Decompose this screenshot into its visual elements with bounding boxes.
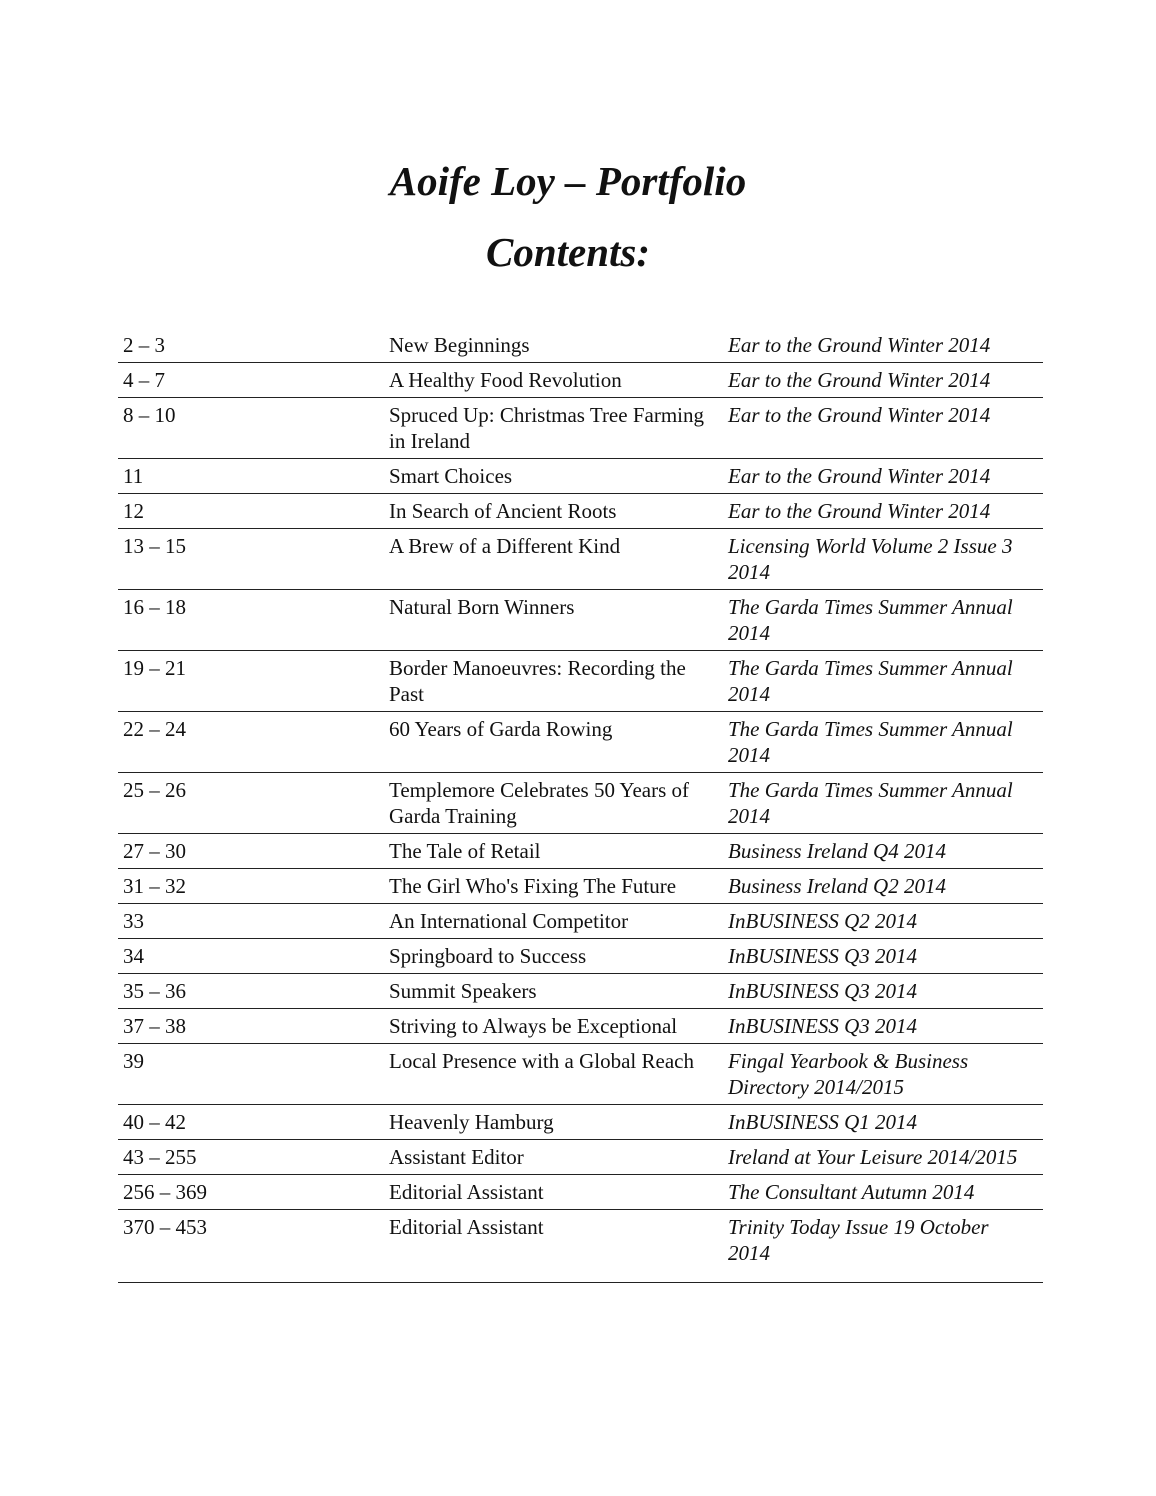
toc-row [118,773,1043,834]
toc-publication: InBUSINESS Q3 2014 [728,944,917,968]
toc-publication: The Garda Times Summer Annual 2014 [728,656,1013,706]
toc-row [118,529,1043,590]
toc-pages: 22 – 24 [123,717,186,741]
toc-publication: Ear to the Ground Winter 2014 [728,368,991,392]
toc-row [118,1175,1043,1210]
toc-pages: 370 – 453 [123,1215,207,1239]
toc-publication: The Garda Times Summer Annual 2014 [728,595,1013,645]
toc-article-title: The Girl Who's Fixing The Future [389,874,677,898]
toc-pages: 25 – 26 [123,778,186,802]
toc-publication: The Garda Times Summer Annual 2014 [728,778,1013,828]
toc-article-title: Smart Choices [389,464,513,488]
toc-pages: 39 [123,1049,144,1073]
toc-article-title: Springboard to Success [389,944,587,968]
toc-article-title: Heavenly Hamburg [389,1110,554,1134]
toc-publication: InBUSINESS Q3 2014 [728,1014,917,1038]
toc-row [118,974,1043,1009]
toc-publication: Business Ireland Q2 2014 [728,874,946,898]
toc-row [118,590,1043,651]
toc-pages: 256 – 369 [123,1180,207,1204]
page-title: Aoife Loy – Portfolio [389,158,747,204]
toc-pages: 2 – 3 [123,333,165,357]
toc-publication: Ear to the Ground Winter 2014 [728,333,991,357]
toc-pages: 34 [123,944,144,968]
toc-article-title: In Search of Ancient Roots [389,499,617,523]
toc-row [118,1044,1043,1105]
toc-publication: InBUSINESS Q1 2014 [728,1110,917,1134]
toc-pages: 8 – 10 [123,403,176,427]
toc-article-title: The Tale of Retail [389,839,541,863]
toc-row [118,363,1043,398]
toc-row [118,494,1043,529]
toc-pages: 35 – 36 [123,979,186,1003]
toc-row [118,1210,1043,1283]
toc-row [118,869,1043,904]
toc-article-title: An International Competitor [389,909,629,933]
toc-row [118,651,1043,712]
toc-article-title: Assistant Editor [389,1145,524,1169]
toc-pages: 33 [123,909,144,933]
toc-publication: The Garda Times Summer Annual 2014 [728,717,1013,767]
toc-pages: 27 – 30 [123,839,186,863]
toc-article-title: Striving to Always be Exceptional [389,1014,678,1038]
toc-row [118,398,1043,459]
toc-row [118,1009,1043,1044]
toc-article-title: 60 Years of Garda Rowing [389,717,613,741]
toc-publication: InBUSINESS Q3 2014 [728,979,917,1003]
toc-row [118,712,1043,773]
toc-publication: Ear to the Ground Winter 2014 [728,499,991,523]
toc-article-title: A Brew of a Different Kind [389,534,621,558]
toc-publication: Licensing World Volume 2 Issue 3 2014 [728,534,1013,584]
toc-article-title: Editorial Assistant [389,1180,544,1204]
toc-article-title: Local Presence with a Global Reach [389,1049,694,1073]
toc-row [118,834,1043,869]
toc-article-title: Editorial Assistant [389,1215,544,1239]
toc-article-title: Summit Speakers [389,979,537,1003]
toc-pages: 13 – 15 [123,534,186,558]
contents-table [118,328,1043,1283]
toc-row [118,939,1043,974]
toc-pages: 43 – 255 [123,1145,197,1169]
toc-publication: Ireland at Your Leisure 2014/2015 [728,1145,1018,1169]
contents-heading: Contents: [485,229,651,275]
toc-pages: 4 – 7 [123,368,165,392]
toc-row [118,904,1043,939]
toc-article-title: Border Manoeuvres: Recording the Past [389,656,686,706]
toc-publication: The Consultant Autumn 2014 [728,1180,975,1204]
toc-pages: 11 [123,464,144,488]
toc-publication: Trinity Today Issue 19 October 2014 [728,1215,989,1265]
toc-article-title: A Healthy Food Revolution [389,368,622,392]
toc-publication: InBUSINESS Q2 2014 [728,909,917,933]
toc-pages: 12 [123,499,144,523]
toc-row [118,1105,1043,1140]
toc-article-title: New Beginnings [389,333,530,357]
toc-row [118,1140,1043,1175]
toc-row [118,459,1043,494]
toc-pages: 40 – 42 [123,1110,186,1134]
toc-publication: Fingal Yearbook & Business Directory 2014/2015 [728,1049,969,1099]
toc-pages: 16 – 18 [123,595,186,619]
toc-pages: 19 – 21 [123,656,186,680]
toc-row [118,328,1043,363]
toc-article-title: Templemore Celebrates 50 Years of Garda Training [389,778,690,828]
toc-article-title: Spruced Up: Christmas Tree Farming in Ireland [389,403,704,453]
toc-pages: 37 – 38 [123,1014,186,1038]
toc-pages: 31 – 32 [123,874,186,898]
toc-article-title: Natural Born Winners [389,595,575,619]
toc-publication: Ear to the Ground Winter 2014 [728,403,991,427]
toc-publication: Business Ireland Q4 2014 [728,839,946,863]
toc-publication: Ear to the Ground Winter 2014 [728,464,991,488]
